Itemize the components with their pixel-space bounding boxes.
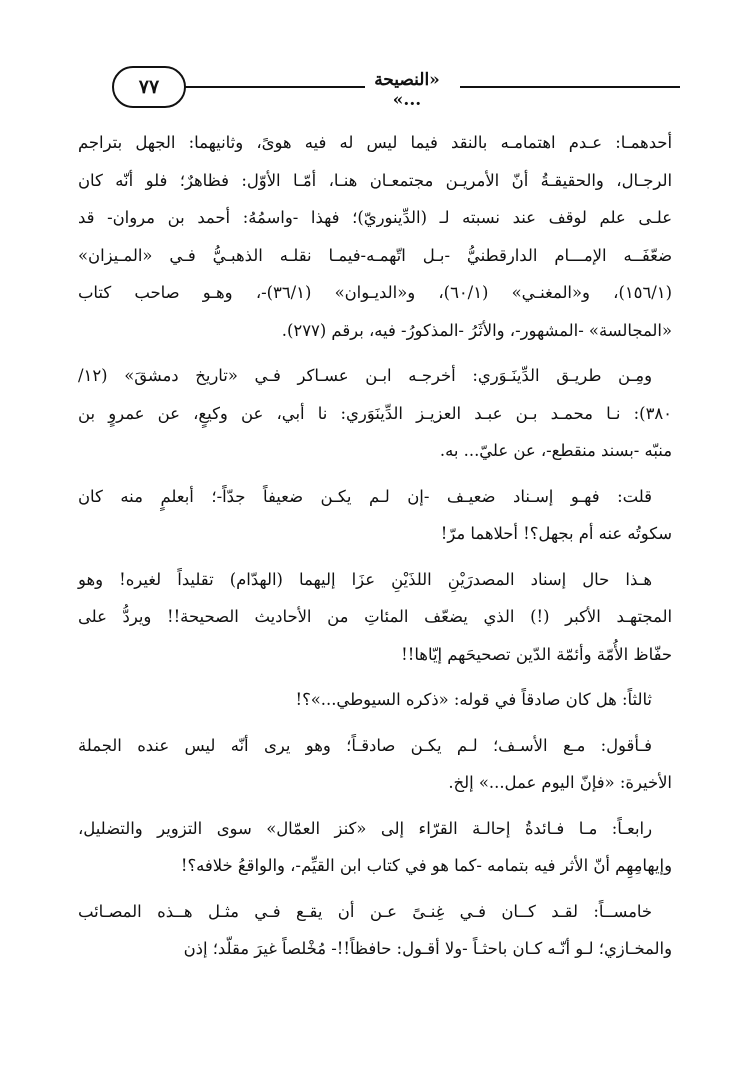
text-line: الأخيرة: «فإنّ اليوم عمل...» إلخ. (448, 773, 672, 792)
text-line: سكوتُه عنه أم بجهل؟! أحلاهما مرّ! (440, 524, 672, 543)
paragraph (78, 893, 672, 968)
paragraph (78, 681, 672, 719)
paragraph (78, 810, 672, 885)
paragraph (78, 727, 672, 802)
page-header (70, 62, 680, 110)
text-line: خامســاً: لقـد كــان فـي غِنـىً عـن أن يقـع فـي مثـل هــذه المصـائب (78, 901, 652, 921)
text-line: رابعـاً: مـا فـائدةُ إحالـة القرّاء إلى «كنز العمّال» سوى التزوير والتضليل، (78, 818, 652, 838)
header-rule-left (185, 86, 365, 88)
text-line: «المجالسة» -المشهور-، والأثَرُ -المذكورُ- فيه، برقم (٢٧٧). (281, 320, 672, 340)
text-line: قلت: فهـو إسـناد ضعيـف -إن لـم يكـن ضعيفاً جدّاً-؛ أبعلمٍ منه كان (78, 486, 652, 506)
header-rule-right (460, 86, 680, 88)
text-line: حفّاظ الأُمّة وأئمّة الدّين تصحيحَهم إيّاها!! (401, 644, 672, 664)
text-line: ٣٨٠): نـا محمـد بـن عبـد العزيـز الدِّينَوَري: نا أبي، عن وكيعٍ، عن عمروٍ بن (78, 403, 672, 423)
running-title: «النصيحة ...» (374, 70, 440, 110)
text-line: أحدهمـا: عـدم اهتمامـه بالنقد فيما ليس له فيه هوىً، وثانيهما: الجهل بتراجم (78, 133, 672, 152)
paragraph (78, 478, 672, 553)
text-line: الرجـال، والحقيقـةُ أنّ الأمريـن مجتمعـان هنـا، أمّـا الأوّل: فظاهرٌ؛ فلو أنّه كان (78, 170, 672, 190)
paragraph (78, 561, 672, 674)
paragraph (78, 357, 672, 470)
page-number: ٧٧ (112, 66, 186, 108)
text-line: هـذا حال إسناد المصدرَيْنِ اللذَيْنِ عزَا إليهما (الهدّام) تقليداً لغيره! وهو (78, 569, 652, 589)
text-line: ضعّفَــه الإمـــام الدارقطنيُّ -بـل اتّهمـه-فيمـا نقلـه الذهبـيُّ فـي «المـيزان» (78, 245, 672, 265)
text-line: منبّه -بسند منقطع-، عن عليّ... به. (439, 441, 672, 460)
text-line: فـأقول: مـع الأسـف؛ لـم يكـن صادقـاً؛ وهو يرى أنّه ليس عنده الجملة (78, 735, 652, 755)
text-line: وإيهامِهِم أنّ الأثر فيه بتمامه -كما هو في كتاب ابن القيِّم-، والواقعُ خلافه؟! (180, 856, 672, 875)
text-line: والمخـازي؛ لـو أنّـه كـان باحثـاً -ولا أقـول: حافظاً!!- مُخْلصاً غيرَ مقلّد؛ إذن (183, 939, 672, 958)
text-line: علـى علم لوقف عند نسبته لـ (الدِّينوريّ)؛ فهذا -واسمُهُ: أحمد بن مروان- قد (78, 208, 672, 227)
text-line: ومِـن طريـق الدِّينَـوَري: أخرجـه ابـن عسـاكر فـي «تاريخ دمشقَ» (١٢/ (78, 366, 652, 385)
paragraph (78, 124, 672, 349)
text-line: ثالثاً: هل كان صادقاً في قوله: «ذكره السيوطي...»؟! (295, 690, 652, 709)
page-body (78, 124, 672, 968)
text-line: (١٥٦/١)، و«المغنـي» (٦٠/١)، و«الديـوان» (٣٦/١)-، وهـو صاحب كتاب (78, 283, 672, 302)
text-line: المجتهـد الأكبر (!) الذي يضعّف المئاتِ من الأحاديث الصحيحة!! ويردُّ على (78, 607, 672, 626)
